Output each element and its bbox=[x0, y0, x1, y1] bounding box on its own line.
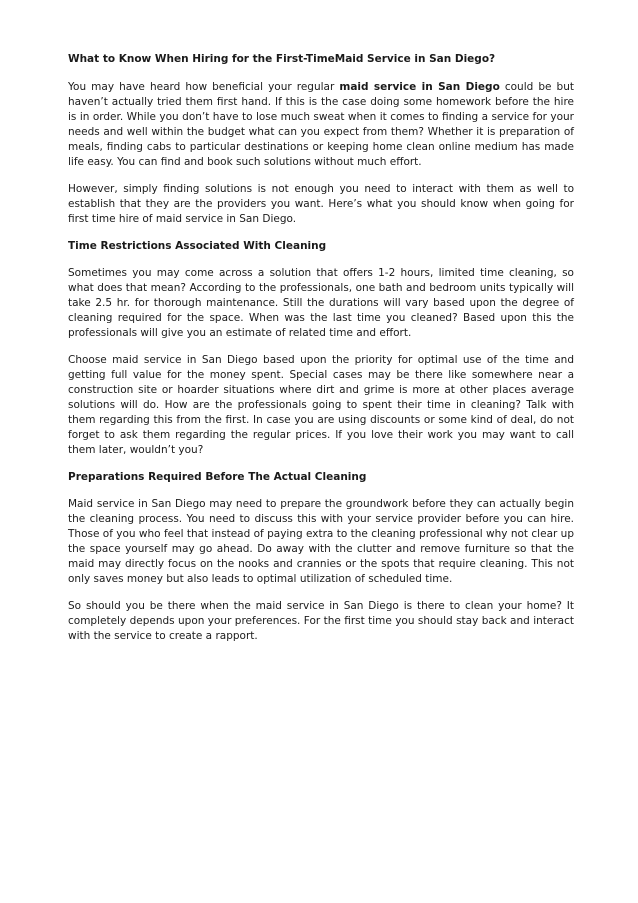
section-heading-preparations: Preparations Required Before The Actual Cleaning bbox=[68, 471, 367, 483]
document-title: What to Know When Hiring for the First-TimeMaid Service in San Diego? bbox=[68, 53, 496, 65]
paragraph-2: However, simply finding solutions is not enough you need to interact with them as well to establish that they are the providers you want. Here’s what you should know when going for first time hire of maid service in San Diego. bbox=[68, 183, 574, 225]
intro-paragraph bbox=[68, 80, 574, 170]
paragraph-4: Choose maid service in San Diego based upon the priority for optimal use of the time and getting full value for the money spent. Special cases may be there like somewhere near a construction site or hoarder situations where dirt and grime is more at other places average solutions will do. How are the professionals going to spent their time in cleaning? Talk with them regarding this from the first. In case you are using discounts or some kind of deal, do not forget to ask them regarding the regular prices. If you love their work you may want to call them later, wouldn’t you? bbox=[68, 354, 574, 456]
section-heading-time-restrictions: Time Restrictions Associated With Cleaning bbox=[68, 240, 327, 252]
intro-bold-keyword: maid service in San Diego bbox=[339, 81, 500, 93]
intro-text-end: could be but haven’t actually tried them first hand. If this is the case doing some homework before the hire is in order. While you don’t have to lose much sweat when it comes to finding a service for your needs and well within the budget what can you expect from them? Whether it is preparation of meals, finding cabs to particular destinations or keeping home clean online medium has made life easy. You can find and book such solutions without much effort. bbox=[68, 81, 574, 168]
intro-text-start: You may have heard how beneficial your regular bbox=[68, 81, 340, 93]
paragraph-5: Maid service in San Diego may need to prepare the groundwork before they can actually begin the cleaning process. You need to discuss this with your service provider before you can hire. Those of you who feel that instead of paying extra to the cleaning professional why not clear up the space yourself may go ahead. Do away with the clutter and remove furniture so that the maid may directly focus on the nooks and crannies or the spots that require cleaning. This not only saves money but also leads to optimal utilization of scheduled time. bbox=[68, 498, 574, 585]
paragraph-3: Sometimes you may come across a solution that offers 1-2 hours, limited time cleaning, so what does that mean? According to the professionals, one bath and bedroom units typically will take 2.5 hr. for thorough maintenance. Still the durations will vary based upon the degree of cleaning required for the space. When was the last time you cleaned? Based upon this the professionals will give you an estimate of related time and effort. bbox=[68, 267, 574, 339]
paragraph-6: So should you be there when the maid service in San Diego is there to clean your home? It completely depends upon your preferences. For the first time you should stay back and interact with the service to create a rapport. bbox=[68, 600, 574, 642]
